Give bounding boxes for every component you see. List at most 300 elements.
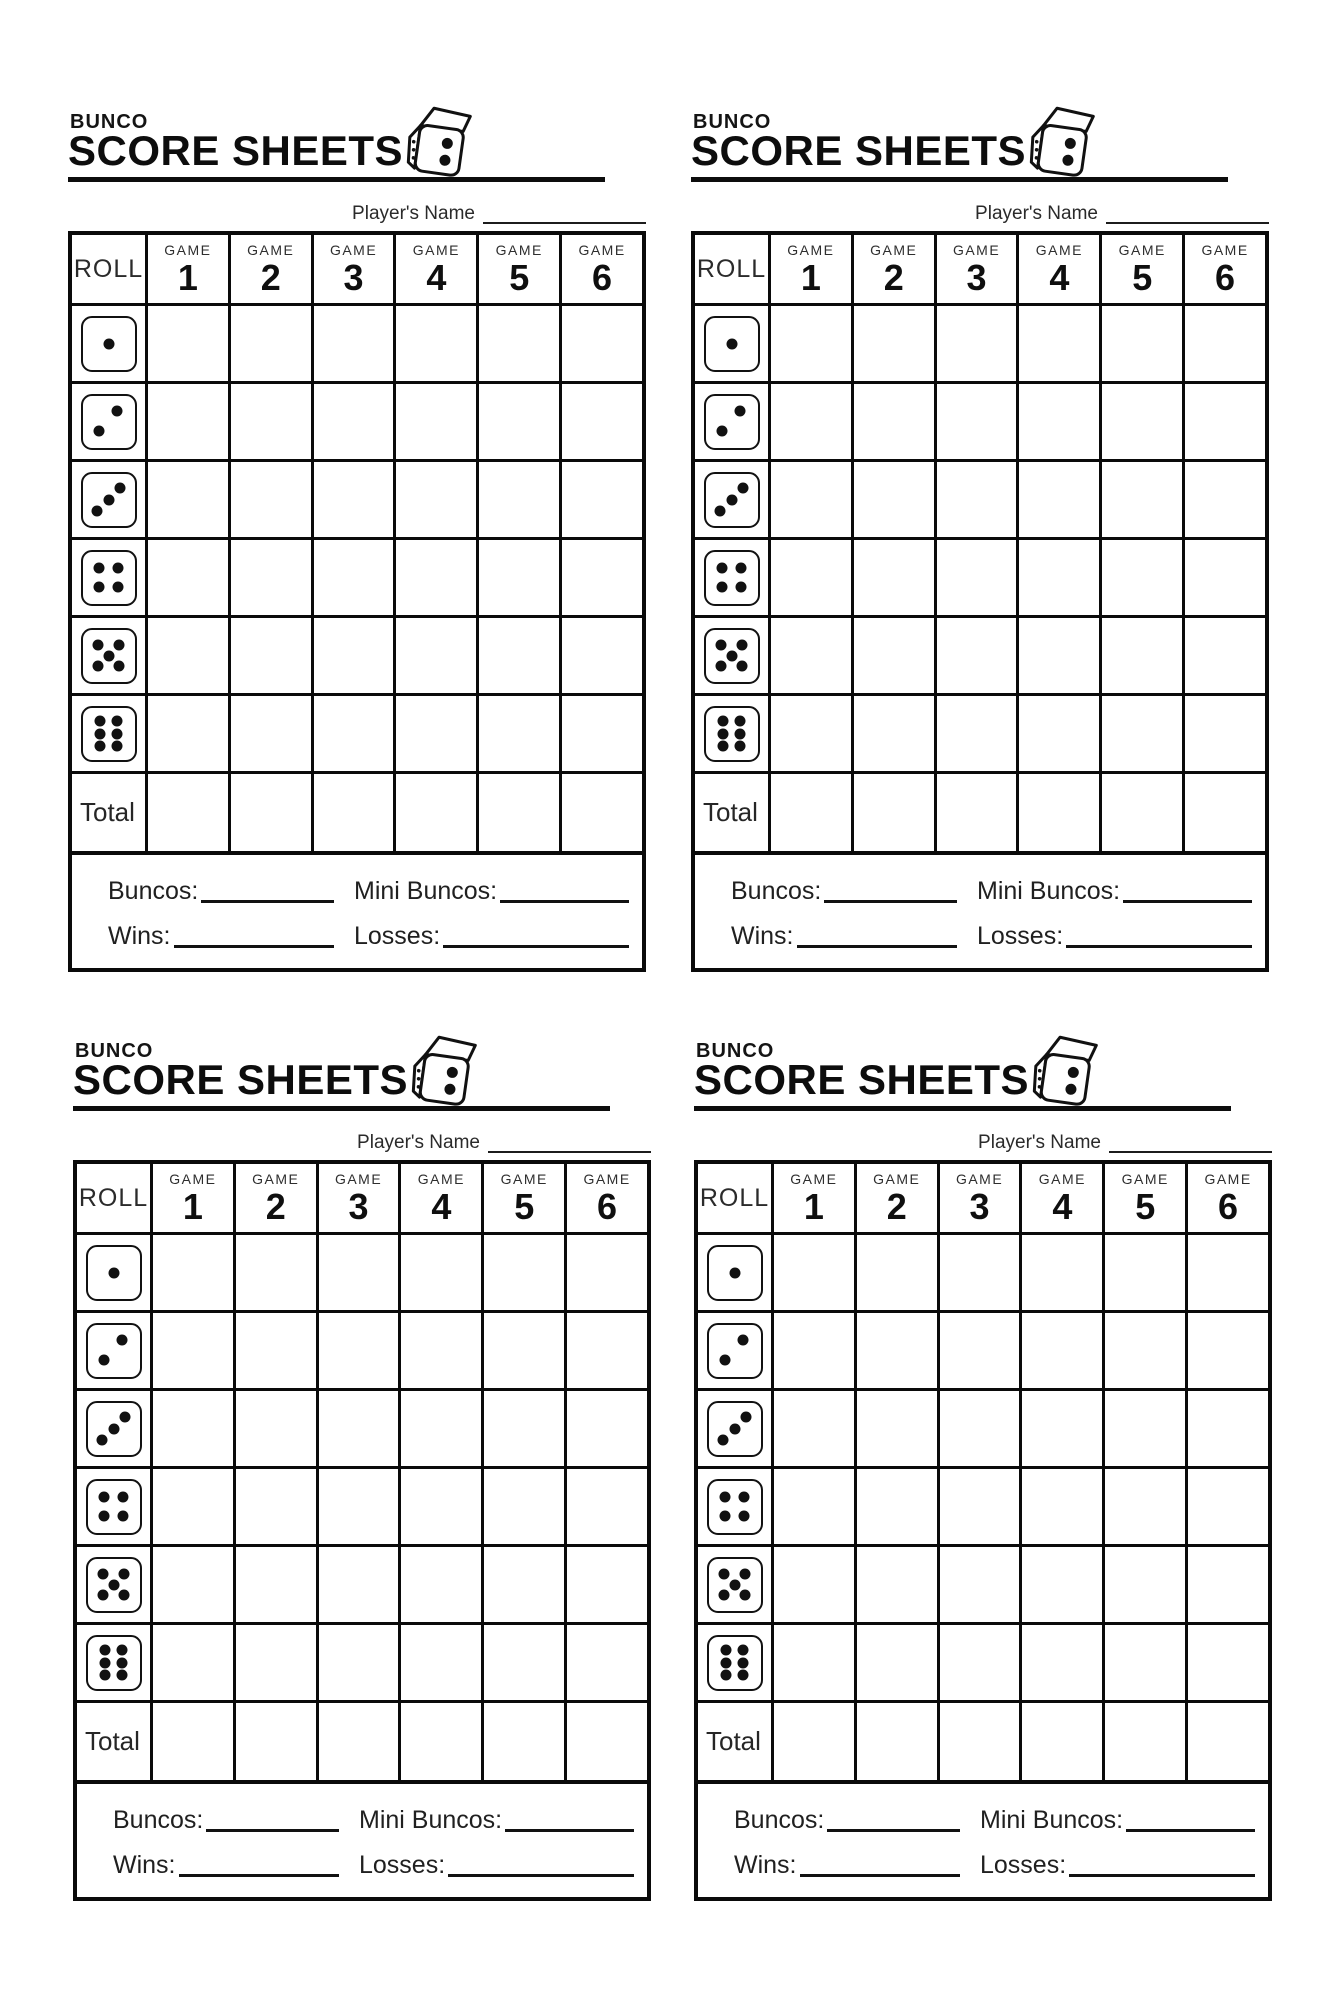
score-cell[interactable]: [484, 1547, 567, 1622]
score-cell[interactable]: [940, 1625, 1023, 1700]
score-cell[interactable]: [231, 696, 314, 771]
die-row: [698, 1469, 1268, 1547]
losses-field: [359, 1848, 634, 1880]
score-cell[interactable]: [484, 1313, 567, 1388]
score-cell[interactable]: [148, 384, 231, 459]
score-cell[interactable]: [231, 618, 314, 693]
total-score-cell[interactable]: [231, 774, 314, 851]
score-cell[interactable]: [857, 1469, 940, 1544]
score-cell[interactable]: [1185, 384, 1265, 459]
game-header-cell: [937, 235, 1020, 303]
score-cell[interactable]: [479, 306, 562, 381]
score-cell[interactable]: [1102, 696, 1185, 771]
players-name-label: Player's Name: [975, 203, 1098, 225]
score-cell[interactable]: [314, 384, 397, 459]
buncos-line[interactable]: [827, 1809, 960, 1832]
die-row: [72, 618, 642, 696]
score-cell[interactable]: [1105, 1235, 1188, 1310]
die-row: [698, 1235, 1268, 1313]
score-cell[interactable]: [153, 1313, 236, 1388]
score-cell[interactable]: [940, 1547, 1023, 1622]
score-cell[interactable]: [567, 1235, 647, 1310]
losses-line[interactable]: [448, 1854, 634, 1877]
score-cell[interactable]: [857, 1313, 940, 1388]
score-cell[interactable]: [1022, 1235, 1105, 1310]
score-cell[interactable]: [1102, 540, 1185, 615]
game-header-cell: [148, 235, 231, 303]
total-score-cell[interactable]: [771, 774, 854, 851]
score-cell[interactable]: [562, 540, 642, 615]
mini-buncos-line[interactable]: [500, 880, 629, 903]
score-cell[interactable]: [1019, 462, 1102, 537]
die-row: [77, 1235, 647, 1313]
die-2-icon: [704, 394, 760, 450]
score-cell[interactable]: [771, 462, 854, 537]
die-6-icon: [704, 706, 760, 762]
score-cell[interactable]: [567, 1391, 647, 1466]
die-cell: [72, 540, 148, 615]
wins-line[interactable]: [800, 1854, 961, 1877]
game-label: GAME: [790, 1171, 838, 1187]
die-cell: [72, 618, 148, 693]
die-row: [72, 306, 642, 384]
mini-buncos-label: Mini Buncos:: [980, 1806, 1124, 1835]
score-cell[interactable]: [148, 306, 231, 381]
score-cell[interactable]: [1019, 540, 1102, 615]
score-cell[interactable]: [854, 540, 937, 615]
score-cell[interactable]: [567, 1547, 647, 1622]
footer-row-2: [113, 1848, 634, 1880]
score-cell[interactable]: [319, 1547, 402, 1622]
score-cell[interactable]: [314, 306, 397, 381]
total-row: [695, 774, 1265, 851]
die-1-icon: [81, 316, 137, 372]
score-cell[interactable]: [153, 1235, 236, 1310]
score-cell[interactable]: [940, 1313, 1023, 1388]
score-cell[interactable]: [1185, 462, 1265, 537]
score-table: [694, 1160, 1272, 1784]
wins-field: [734, 1848, 960, 1880]
score-table: [691, 231, 1269, 855]
total-score-cell[interactable]: [148, 774, 231, 851]
score-cell[interactable]: [319, 1469, 402, 1544]
total-score-cell[interactable]: [314, 774, 397, 851]
losses-line[interactable]: [1066, 925, 1252, 948]
score-cell[interactable]: [484, 1391, 567, 1466]
losses-label: Losses:: [980, 1851, 1067, 1880]
total-label-cell: [72, 774, 148, 851]
footer-row-2: [734, 1848, 1255, 1880]
game-number: 2: [883, 257, 904, 298]
game-header-cell: [1188, 1164, 1268, 1232]
wins-label: Wins:: [108, 922, 171, 951]
game-label: GAME: [952, 242, 1001, 258]
total-score-cell[interactable]: [484, 1703, 567, 1780]
score-cell[interactable]: [396, 306, 479, 381]
brand-score-sheets: SCORE SHEETS: [73, 1056, 409, 1103]
score-cell[interactable]: [857, 1235, 940, 1310]
die-row: [695, 384, 1265, 462]
players-name-line[interactable]: [1106, 204, 1269, 224]
score-cell[interactable]: [940, 1235, 1023, 1310]
dice-logo-icon: [404, 1032, 480, 1112]
score-cell[interactable]: [774, 1235, 857, 1310]
score-cell[interactable]: [314, 462, 397, 537]
die-row: [77, 1625, 647, 1703]
game-label: GAME: [583, 1171, 631, 1187]
score-cell[interactable]: [396, 540, 479, 615]
table-header-row: [77, 1164, 647, 1235]
score-cell[interactable]: [314, 540, 397, 615]
score-cell[interactable]: [940, 1391, 1023, 1466]
game-header-cell: [857, 1164, 940, 1232]
score-cell[interactable]: [484, 1625, 567, 1700]
score-cell[interactable]: [401, 1313, 484, 1388]
total-label: Total: [703, 797, 758, 827]
die-cell: [695, 696, 771, 771]
score-cell[interactable]: [153, 1469, 236, 1544]
buncos-line[interactable]: [824, 880, 957, 903]
score-cell[interactable]: [231, 462, 314, 537]
score-cell[interactable]: [1105, 1391, 1188, 1466]
score-cell[interactable]: [562, 384, 642, 459]
game-number: 4: [431, 1186, 452, 1227]
score-cell[interactable]: [1022, 1625, 1105, 1700]
game-header-cell: [153, 1164, 236, 1232]
wins-line[interactable]: [174, 925, 335, 948]
wins-line[interactable]: [179, 1854, 340, 1877]
score-cell[interactable]: [562, 696, 642, 771]
score-cell[interactable]: [1019, 306, 1102, 381]
score-cell[interactable]: [1022, 1391, 1105, 1466]
score-cell[interactable]: [236, 1391, 319, 1466]
score-cell[interactable]: [484, 1469, 567, 1544]
score-cell[interactable]: [771, 384, 854, 459]
die-1-icon: [707, 1245, 763, 1301]
score-cell[interactable]: [479, 696, 562, 771]
total-score-cell[interactable]: [236, 1703, 319, 1780]
game-number: 2: [265, 1186, 286, 1227]
score-cell[interactable]: [479, 462, 562, 537]
game-label: GAME: [578, 242, 626, 258]
roll-header-label: ROLL: [699, 1183, 770, 1212]
score-cell[interactable]: [1105, 1313, 1188, 1388]
mini-buncos-field: [980, 1803, 1255, 1835]
score-cell[interactable]: [854, 384, 937, 459]
mini-buncos-line[interactable]: [1123, 880, 1252, 903]
total-score-cell[interactable]: [1022, 1703, 1105, 1780]
game-label: GAME: [164, 242, 212, 258]
mini-buncos-label: Mini Buncos:: [354, 877, 498, 906]
die-5-icon: [707, 1557, 763, 1613]
score-cell[interactable]: [854, 618, 937, 693]
game-header-cell: [567, 1164, 647, 1232]
score-cell[interactable]: [774, 1469, 857, 1544]
total-score-cell[interactable]: [1019, 774, 1102, 851]
mini-buncos-field: [977, 874, 1252, 906]
die-row: [695, 696, 1265, 774]
score-cell[interactable]: [236, 1469, 319, 1544]
game-number: 1: [803, 1186, 824, 1227]
score-cell[interactable]: [1185, 618, 1265, 693]
score-cell[interactable]: [1105, 1469, 1188, 1544]
players-name-line[interactable]: [488, 1133, 651, 1153]
game-number: 6: [1218, 1186, 1239, 1227]
players-name-row: [691, 199, 1269, 225]
wins-field: [108, 919, 334, 951]
score-cell[interactable]: [236, 1547, 319, 1622]
total-score-cell[interactable]: [396, 774, 479, 851]
score-cell[interactable]: [484, 1235, 567, 1310]
game-number: 3: [966, 257, 987, 298]
score-cell[interactable]: [1102, 618, 1185, 693]
score-cell[interactable]: [319, 1313, 402, 1388]
header-rule: [73, 1106, 610, 1111]
score-cell[interactable]: [319, 1625, 402, 1700]
buncos-line[interactable]: [201, 880, 334, 903]
losses-line[interactable]: [443, 925, 629, 948]
die-cell: [695, 618, 771, 693]
score-cell[interactable]: [479, 540, 562, 615]
wins-label: Wins:: [734, 1851, 797, 1880]
total-score-cell[interactable]: [401, 1703, 484, 1780]
die-2-icon: [86, 1323, 142, 1379]
die-row: [77, 1547, 647, 1625]
score-cell[interactable]: [231, 540, 314, 615]
total-row: [77, 1703, 647, 1780]
players-name-label: Player's Name: [357, 1132, 480, 1154]
score-cell[interactable]: [396, 696, 479, 771]
score-cell[interactable]: [153, 1625, 236, 1700]
die-5-icon: [86, 1557, 142, 1613]
die-row: [77, 1313, 647, 1391]
game-header-cell: [401, 1164, 484, 1232]
game-label: GAME: [1121, 1171, 1169, 1187]
game-label: GAME: [1038, 1171, 1087, 1187]
score-cell[interactable]: [153, 1391, 236, 1466]
buncos-line[interactable]: [206, 1809, 339, 1832]
score-cell[interactable]: [401, 1547, 484, 1622]
total-score-cell[interactable]: [774, 1703, 857, 1780]
total-score-cell[interactable]: [1188, 1703, 1268, 1780]
brand-bunco: BUNCO: [696, 1040, 775, 1062]
game-header-cell: [1102, 235, 1185, 303]
roll-header-cell: [77, 1164, 153, 1232]
game-label: GAME: [495, 242, 543, 258]
score-cell[interactable]: [396, 384, 479, 459]
score-cell[interactable]: [562, 306, 642, 381]
score-cell[interactable]: [774, 1625, 857, 1700]
score-cell[interactable]: [562, 462, 642, 537]
total-score-cell[interactable]: [319, 1703, 402, 1780]
game-header-cell: [1105, 1164, 1188, 1232]
score-cell[interactable]: [231, 306, 314, 381]
score-cell[interactable]: [401, 1235, 484, 1310]
score-cell[interactable]: [1185, 540, 1265, 615]
game-header-cell: [484, 1164, 567, 1232]
score-cell[interactable]: [231, 384, 314, 459]
players-name-line[interactable]: [483, 204, 646, 224]
score-cell[interactable]: [1185, 696, 1265, 771]
die-cell: [72, 306, 148, 381]
score-cell[interactable]: [401, 1625, 484, 1700]
score-cell[interactable]: [1105, 1625, 1188, 1700]
die-cell: [77, 1547, 153, 1622]
total-label: Total: [85, 1726, 140, 1756]
score-cell[interactable]: [937, 696, 1020, 771]
score-cell[interactable]: [937, 618, 1020, 693]
losses-label: Losses:: [359, 1851, 446, 1880]
score-table: [73, 1160, 651, 1784]
score-cell[interactable]: [774, 1391, 857, 1466]
score-sheet-bottom-left: [73, 1032, 651, 1904]
die-3-icon: [86, 1401, 142, 1457]
players-name-row: [694, 1128, 1272, 1154]
score-cell[interactable]: [937, 462, 1020, 537]
score-cell[interactable]: [857, 1625, 940, 1700]
total-score-cell[interactable]: [153, 1703, 236, 1780]
score-cell[interactable]: [771, 696, 854, 771]
total-score-cell[interactable]: [562, 774, 642, 851]
game-number: 5: [514, 1186, 535, 1227]
mini-buncos-line[interactable]: [1126, 1809, 1255, 1832]
score-cell[interactable]: [1188, 1235, 1268, 1310]
players-name-label: Player's Name: [978, 1132, 1101, 1154]
score-cell[interactable]: [774, 1547, 857, 1622]
score-cell[interactable]: [1019, 696, 1102, 771]
score-cell[interactable]: [774, 1313, 857, 1388]
total-score-cell[interactable]: [1185, 774, 1265, 851]
score-cell[interactable]: [401, 1469, 484, 1544]
score-cell[interactable]: [1022, 1547, 1105, 1622]
total-score-cell[interactable]: [857, 1703, 940, 1780]
score-cell[interactable]: [567, 1469, 647, 1544]
score-cell[interactable]: [319, 1235, 402, 1310]
score-cell[interactable]: [153, 1547, 236, 1622]
score-cell[interactable]: [236, 1313, 319, 1388]
score-cell[interactable]: [148, 462, 231, 537]
die-2-icon: [707, 1323, 763, 1379]
die-row: [698, 1313, 1268, 1391]
total-score-cell[interactable]: [940, 1703, 1023, 1780]
score-cell[interactable]: [771, 540, 854, 615]
score-cell[interactable]: [236, 1235, 319, 1310]
score-sheet-top-left: [68, 103, 646, 975]
score-cell[interactable]: [148, 696, 231, 771]
losses-label: Losses:: [977, 922, 1064, 951]
players-name-line[interactable]: [1109, 1133, 1272, 1153]
score-cell[interactable]: [1019, 618, 1102, 693]
score-cell[interactable]: [854, 462, 937, 537]
score-cell[interactable]: [854, 696, 937, 771]
score-cell[interactable]: [771, 618, 854, 693]
total-score-cell[interactable]: [937, 774, 1020, 851]
die-4-icon: [707, 1479, 763, 1535]
total-score-cell[interactable]: [1102, 774, 1185, 851]
score-cell[interactable]: [1102, 306, 1185, 381]
game-label: GAME: [417, 1171, 466, 1187]
score-cell[interactable]: [479, 384, 562, 459]
score-cell[interactable]: [1188, 1625, 1268, 1700]
score-cell[interactable]: [940, 1469, 1023, 1544]
game-number: 6: [597, 1186, 618, 1227]
die-cell: [698, 1625, 774, 1700]
die-cell: [72, 696, 148, 771]
total-score-cell[interactable]: [854, 774, 937, 851]
score-cell[interactable]: [567, 1313, 647, 1388]
score-cell[interactable]: [479, 618, 562, 693]
score-cell[interactable]: [1019, 384, 1102, 459]
game-number: 2: [886, 1186, 907, 1227]
die-1-icon: [704, 316, 760, 372]
score-cell[interactable]: [1188, 1547, 1268, 1622]
score-cell[interactable]: [396, 462, 479, 537]
game-number: 2: [260, 257, 281, 298]
score-cell[interactable]: [401, 1391, 484, 1466]
score-cell[interactable]: [1188, 1469, 1268, 1544]
score-cell[interactable]: [1022, 1469, 1105, 1544]
game-header-cell: [1185, 235, 1265, 303]
total-score-cell[interactable]: [479, 774, 562, 851]
game-number: 5: [1135, 1186, 1156, 1227]
score-cell[interactable]: [937, 540, 1020, 615]
score-cell[interactable]: [1105, 1547, 1188, 1622]
game-number: 1: [177, 257, 198, 298]
score-cell[interactable]: [1022, 1313, 1105, 1388]
score-cell[interactable]: [1102, 462, 1185, 537]
buncos-field: [731, 874, 957, 906]
game-label: GAME: [1201, 242, 1249, 258]
die-cell: [72, 384, 148, 459]
die-cell: [77, 1469, 153, 1544]
score-cell[interactable]: [1188, 1391, 1268, 1466]
score-cell[interactable]: [1185, 306, 1265, 381]
score-cell[interactable]: [937, 384, 1020, 459]
score-cell[interactable]: [937, 306, 1020, 381]
wins-line[interactable]: [797, 925, 958, 948]
score-cell[interactable]: [1188, 1313, 1268, 1388]
score-cell[interactable]: [562, 618, 642, 693]
score-cell[interactable]: [857, 1391, 940, 1466]
score-cell[interactable]: [567, 1625, 647, 1700]
game-label: GAME: [247, 242, 295, 258]
score-cell[interactable]: [236, 1625, 319, 1700]
score-cell[interactable]: [854, 306, 937, 381]
score-cell[interactable]: [1102, 384, 1185, 459]
die-cell: [72, 462, 148, 537]
table-header-row: [695, 235, 1265, 306]
mini-buncos-line[interactable]: [505, 1809, 634, 1832]
score-cell[interactable]: [857, 1547, 940, 1622]
total-score-cell[interactable]: [1105, 1703, 1188, 1780]
score-cell[interactable]: [319, 1391, 402, 1466]
score-cell[interactable]: [148, 540, 231, 615]
losses-label: Losses:: [354, 922, 441, 951]
die-3-icon: [707, 1401, 763, 1457]
game-number: 3: [348, 1186, 369, 1227]
score-cell[interactable]: [148, 618, 231, 693]
score-sheet-bottom-right: [694, 1032, 1272, 1904]
game-header-cell: [771, 235, 854, 303]
score-cell[interactable]: [314, 618, 397, 693]
score-cell[interactable]: [771, 306, 854, 381]
total-score-cell[interactable]: [567, 1703, 647, 1780]
losses-line[interactable]: [1069, 1854, 1255, 1877]
game-label: GAME: [870, 242, 918, 258]
score-cell[interactable]: [396, 618, 479, 693]
score-cell[interactable]: [314, 696, 397, 771]
die-cell: [695, 306, 771, 381]
